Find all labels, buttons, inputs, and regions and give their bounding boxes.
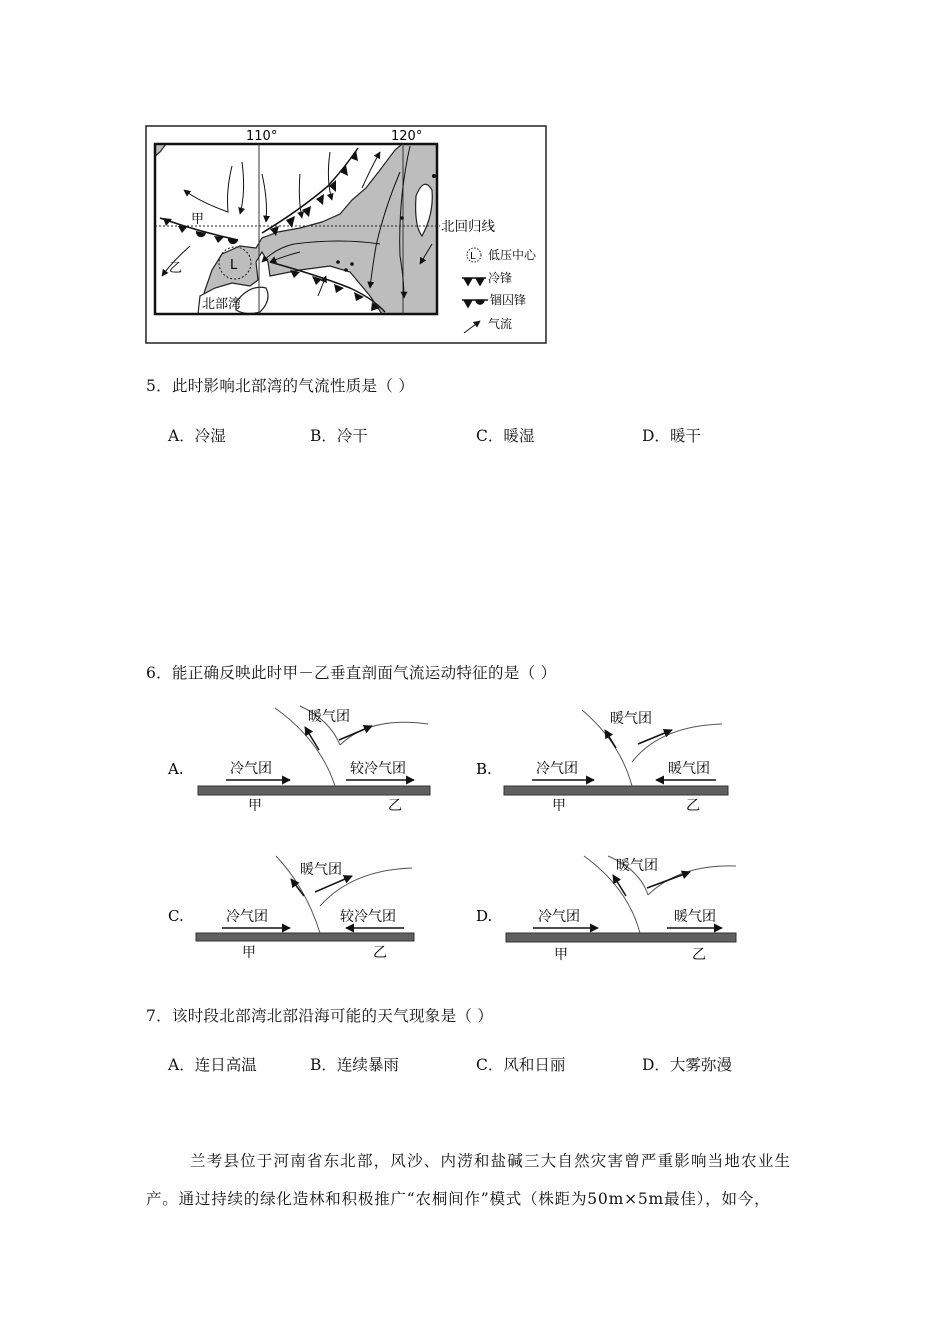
q6-a-top-label: 暖气团 xyxy=(308,709,350,725)
legend-airflow-icon xyxy=(464,321,480,333)
legend-occluded-front-icon xyxy=(462,300,488,307)
q6-d-ground xyxy=(506,933,736,942)
q6-a-right-label: 较冷气团 xyxy=(350,761,406,777)
q6-option-d[interactable] xyxy=(476,856,736,963)
q7-option-d[interactable] xyxy=(642,1053,732,1075)
lon-110-label: 110° xyxy=(246,129,278,144)
q6-a-up-arrow-left xyxy=(305,727,319,750)
q6-c-up-arrow-right xyxy=(315,876,352,892)
q7-option-a[interactable] xyxy=(168,1053,257,1075)
q6-d-letter: D. xyxy=(476,907,493,925)
q7-option-b-text: 连续暴雨 xyxy=(336,1056,399,1074)
map-label-tropic: 北回归线 xyxy=(441,219,495,235)
legend-cold-front-label: 冷锋 xyxy=(488,271,513,285)
q6-d-top-label: 暖气团 xyxy=(616,858,658,874)
q6-a-ground xyxy=(198,786,430,795)
q7-option-c[interactable] xyxy=(476,1053,565,1075)
q6-c-letter: C. xyxy=(168,907,184,925)
low-pressure-L: L xyxy=(230,258,238,273)
q6-b-up-arrow-left xyxy=(605,730,616,748)
q6-b-ground-right: 乙 xyxy=(686,798,700,814)
q7-option-c-text: 风和日丽 xyxy=(503,1056,566,1074)
q7-option-b-letter: B． xyxy=(310,1056,337,1074)
q6-c-top-label: 暖气团 xyxy=(300,862,342,878)
legend-low-symbol: L xyxy=(470,251,476,262)
q5-option-b-letter: B． xyxy=(310,427,337,445)
legend-occluded-front-label: 锢囚锋 xyxy=(490,293,527,307)
q7-option-a-letter: A． xyxy=(168,1056,195,1074)
q7-option-a-text: 连日高温 xyxy=(194,1056,257,1074)
q6-b-upper-curve xyxy=(632,724,722,762)
q7-option-b[interactable] xyxy=(310,1053,399,1075)
q6-c-ground-left: 甲 xyxy=(242,945,256,961)
q5-option-c-text: 暖湿 xyxy=(503,427,535,445)
q5-option-d[interactable] xyxy=(642,424,701,446)
q6-b-ground xyxy=(504,786,728,795)
q6-option-c[interactable] xyxy=(168,856,414,961)
q6-c-right-label: 较冷气团 xyxy=(340,909,396,925)
q6-diagrams xyxy=(0,690,950,980)
legend-airflow-label: 气流 xyxy=(488,317,513,331)
q7-option-c-letter: C． xyxy=(476,1056,504,1074)
q6-option-a[interactable] xyxy=(167,706,430,814)
q6-c-left-label: 冷气团 xyxy=(226,909,268,925)
q5-option-c[interactable] xyxy=(476,424,534,446)
q6-d-right-label: 暖气团 xyxy=(674,909,716,925)
q5-option-d-text: 暖干 xyxy=(669,427,701,445)
q6-d-ground-left: 甲 xyxy=(554,947,568,963)
q7-option-d-text: 大雾弥漫 xyxy=(669,1056,732,1074)
q6-b-right-label: 暖气团 xyxy=(668,761,710,777)
q5-option-a-text: 冷湿 xyxy=(194,427,226,445)
legend-cold-front-icon xyxy=(462,278,486,285)
q6-d-up-arrow-right xyxy=(647,872,690,888)
map-label-jia: 甲 xyxy=(191,212,205,227)
q5-option-b-text: 冷干 xyxy=(336,427,368,445)
q6-stem: 6．能正确反映此时甲－乙垂直剖面气流运动特征的是（ ） xyxy=(146,664,557,682)
map-label-beibuwan: 北部湾 xyxy=(202,297,242,312)
q5-option-a-letter: A． xyxy=(168,427,195,445)
q5-stem: 5．此时影响北部湾的气流性质是（ ） xyxy=(146,377,415,395)
q6-d-left-label: 冷气团 xyxy=(538,909,580,925)
q6-a-letter: A. xyxy=(168,760,184,778)
q6-a-left-label: 冷气团 xyxy=(230,761,272,777)
q6-a-ground-right: 乙 xyxy=(388,798,402,814)
map-legend xyxy=(462,247,537,333)
q6-a-up-arrow-right xyxy=(339,726,372,740)
q6-b-top-label: 暖气团 xyxy=(610,711,652,727)
q6-d-ground-right: 乙 xyxy=(692,947,706,963)
lon-120-label: 120° xyxy=(391,129,423,144)
q6-c-ground-right: 乙 xyxy=(373,945,387,961)
q5-option-b[interactable] xyxy=(310,424,368,446)
weather-map xyxy=(0,0,950,360)
passage-line-1: 兰考县位于河南省东北部，风沙、内涝和盐碱三大自然灾害曾严重影响当地农业生 xyxy=(190,1152,792,1170)
q7-stem: 7．该时段北部湾北部沿海可能的天气现象是（ ） xyxy=(146,1007,494,1025)
passage-line-2: 产。通过持续的绿化造林和积极推广“农桐间作”模式（株距为50m×5m最佳），如今， xyxy=(146,1190,771,1208)
q5-option-c-letter: C． xyxy=(476,427,504,445)
legend-low-label: 低压中心 xyxy=(488,248,537,262)
q7-option-d-letter: D． xyxy=(642,1056,670,1074)
q6-c-ground xyxy=(196,933,414,941)
q6-b-left-label: 冷气团 xyxy=(536,761,578,777)
q5-option-d-letter: D． xyxy=(642,427,670,445)
q6-a-ground-left: 甲 xyxy=(248,798,262,814)
q6-b-letter: B. xyxy=(476,760,492,778)
q6-b-ground-left: 甲 xyxy=(552,798,566,814)
q6-c-up-arrow-left xyxy=(291,879,304,896)
q6-option-b[interactable] xyxy=(476,710,728,814)
map-label-yi: 乙 xyxy=(169,261,183,276)
q5-option-a[interactable] xyxy=(168,424,226,446)
